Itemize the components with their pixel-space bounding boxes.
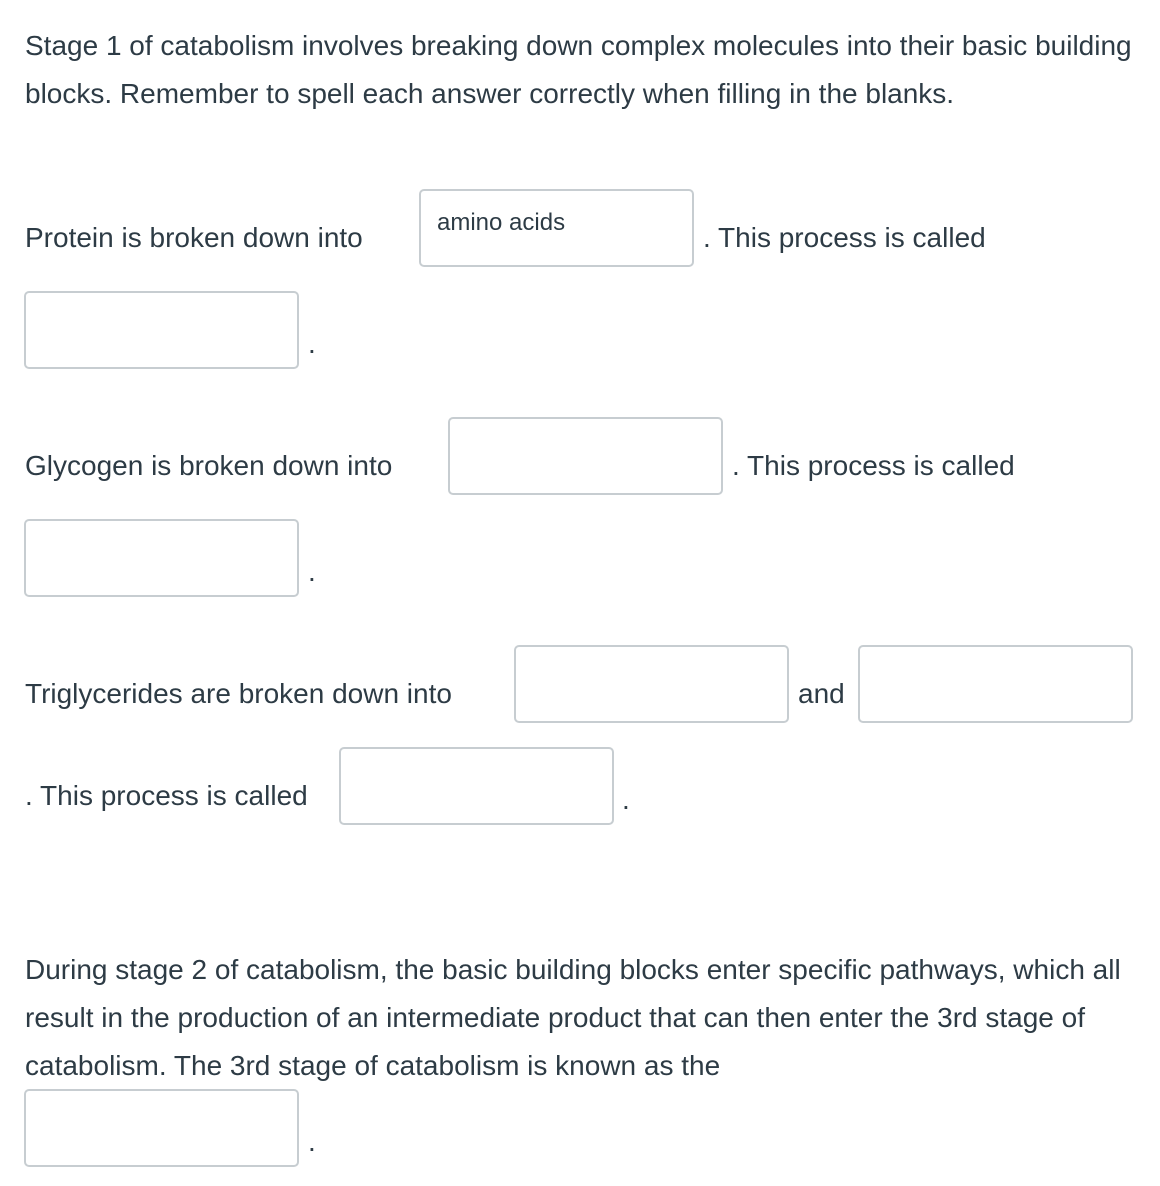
protein-end-period: .	[308, 328, 316, 359]
glycogen-end-period: .	[308, 556, 316, 587]
glycogen-process-input[interactable]	[24, 519, 299, 597]
protein-breakdown-input[interactable]	[419, 189, 694, 267]
protein-prompt: Protein is broken down into	[25, 222, 363, 253]
glycogen-process-prompt: . This process is called	[732, 450, 1015, 481]
glycogen-breakdown-input[interactable]	[448, 417, 723, 495]
triglycerides-breakdown-input-2[interactable]	[858, 645, 1133, 723]
stage2-end-period: .	[308, 1126, 316, 1157]
triglycerides-and-label: and	[798, 678, 845, 709]
triglycerides-prompt: Triglycerides are broken down into	[25, 678, 452, 709]
protein-process-input[interactable]	[24, 291, 299, 369]
triglycerides-end-period: .	[622, 784, 630, 815]
triglycerides-process-input[interactable]	[339, 747, 614, 825]
intro-paragraph: Stage 1 of catabolism involves breaking down complex molecules into their basic building blocks. Remember to spell each answer correctly when filling in the blanks.	[25, 30, 1132, 109]
stage3-name-input[interactable]	[24, 1089, 299, 1167]
protein-process-prompt: . This process is called	[703, 222, 986, 253]
triglycerides-process-prompt: . This process is called	[25, 780, 308, 811]
glycogen-prompt: Glycogen is broken down into	[25, 450, 393, 481]
triglycerides-breakdown-input-1[interactable]	[514, 645, 789, 723]
stage2-paragraph: During stage 2 of catabolism, the basic building blocks enter specific pathways, which all result in the production of an intermediate product that can then enter the 3rd stage of catabolism. The 3rd stage of catabolism is known as the	[25, 954, 1121, 1081]
